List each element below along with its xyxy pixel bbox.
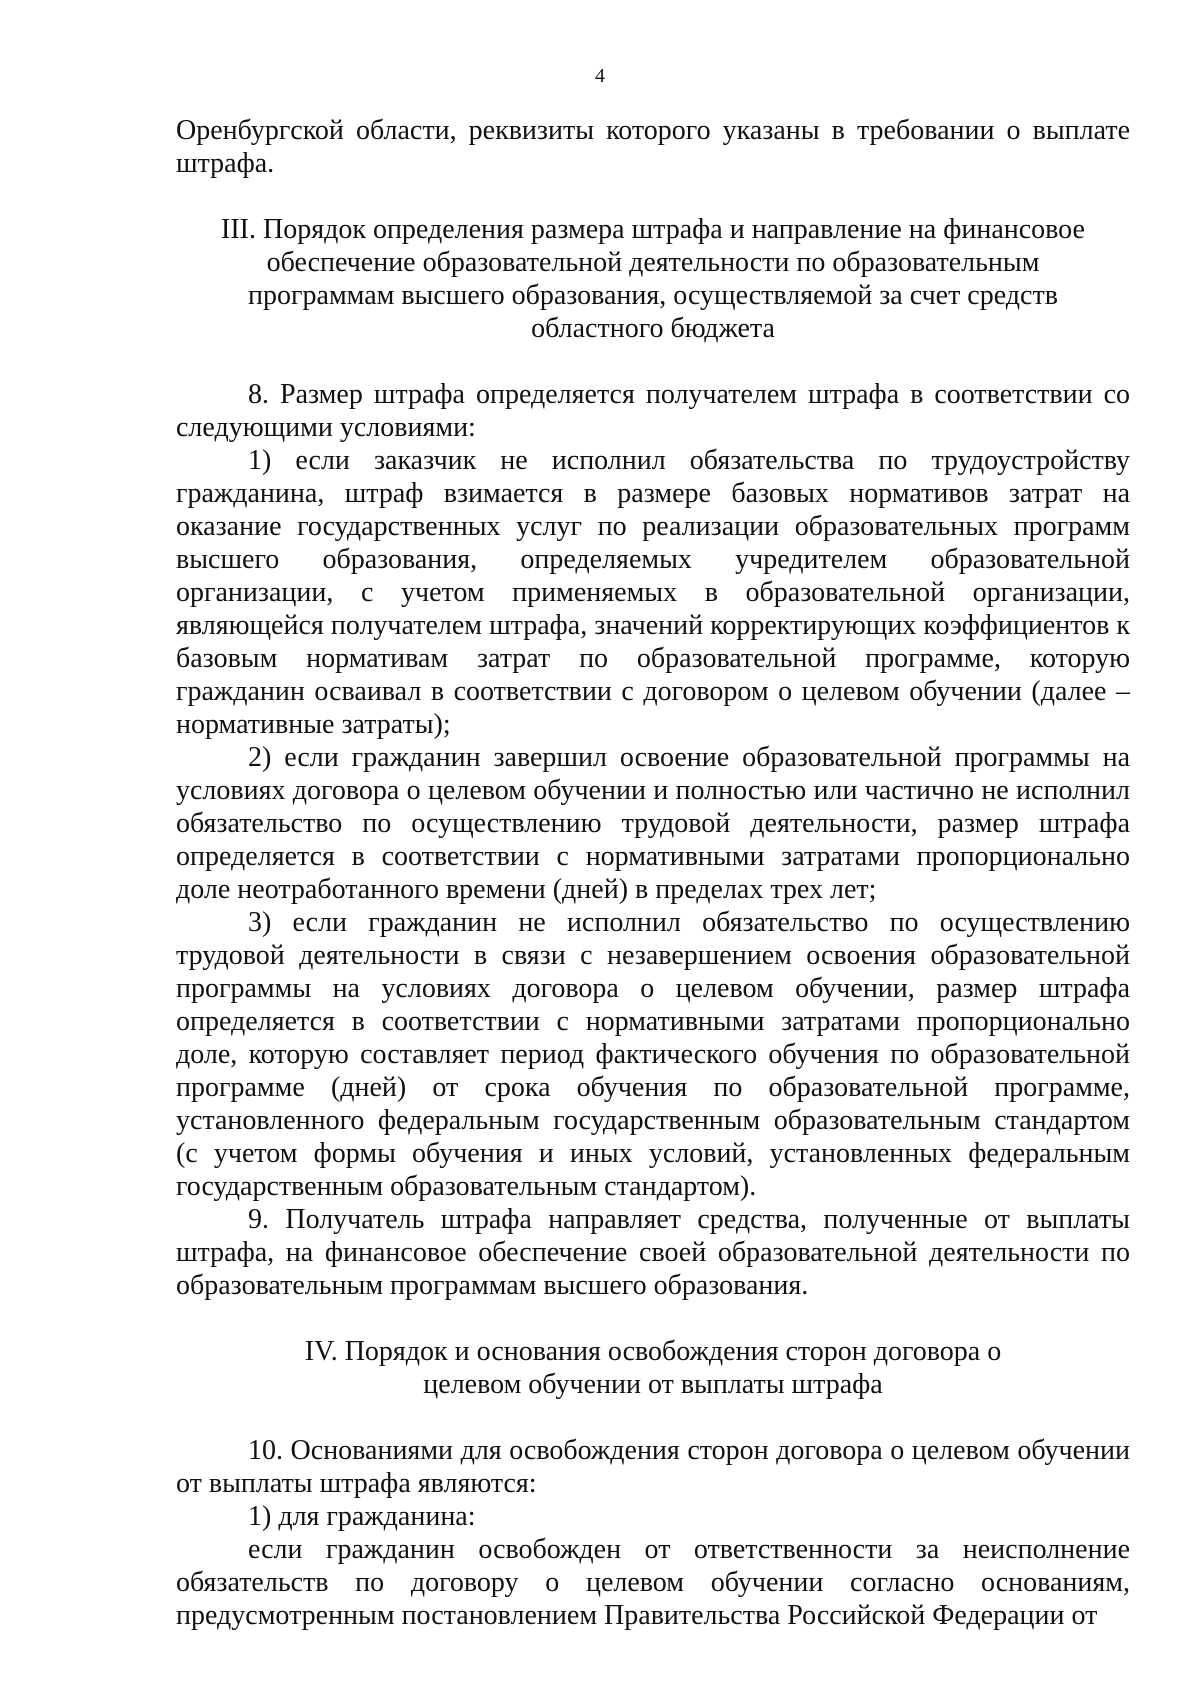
spacer bbox=[176, 1401, 1130, 1434]
paragraph-10-item-1-text: если гражданин освобожден от ответственности за неисполнение обязательств по договору о целевом обучении согласно основаниям, предусмотренным постановлением Правительства Российской Федерации от bbox=[176, 1534, 1130, 1631]
spacer bbox=[176, 345, 1130, 378]
paragraph-continuation: Оренбургской области, реквизиты которого указаны в требовании о выплате штрафа. bbox=[176, 115, 1130, 179]
spacer bbox=[176, 1302, 1130, 1335]
paragraph-10: 10. Основаниями для освобождения сторон договора о целевом обучении от выплаты штрафа являются: bbox=[176, 1435, 1130, 1499]
paragraph-8-item-1: 1) если заказчик не исполнил обязательства по трудоустройству гражданина, штраф взимается в размере базовых нормативов затрат на оказание государственных услуг по реализации образовательных программ высшего образования, определяемых учредителем образовательной организации, с учетом применяемых в образовательной организации, являющейся получателем штрафа, значений корректирующих коэффициентов к базовым нормативам затрат по образовательной программе, которую гражданин осваивал в соответствии с договором о целевом обучении (далее – нормативные затраты); bbox=[176, 445, 1130, 740]
spacer bbox=[176, 180, 1130, 213]
section-3-heading: III. Порядок определения размера штрафа и направление на финансовое обеспечение образовательной деятельности по образовательным программам высшего образования, осуществляемой за счет средств областного бюджета bbox=[221, 214, 1085, 344]
paragraph-8-item-3: 3) если гражданин не исполнил обязательство по осуществлению трудовой деятельности в связи с незавершением освоения образовательной программы на условиях договора о целевом обучении, размер штрафа определяется в соответствии с нормативными затратами пропорционально доле, которую составляет период фактического обучения по образовательной программе (дней) от срока обучения по образовательной программе, установленного федеральным государственным образовательным стандартом (с учетом формы обучения и иных условий, установленных федеральным государственным образовательным стандартом). bbox=[176, 907, 1130, 1202]
paragraph-10-item-1: 1) для гражданина: bbox=[248, 1501, 476, 1532]
page-number: 4 bbox=[595, 65, 605, 87]
paragraph-8-item-2: 2) если гражданин завершил освоение образовательной программы на условиях договора о целевом обучении и полностью или частично не исполнил обязательство по осуществлению трудовой деятельности, размер штрафа определяется в соответствии с нормативными затратами пропорционально доле неотработанного времени (дней) в пределах трех лет; bbox=[176, 742, 1130, 905]
paragraph-8: 8. Размер штрафа определяется получателем штрафа в соответствии со следующими условиями: bbox=[176, 379, 1130, 443]
section-4-heading: IV. Порядок и основания освобождения сторон договора о целевом обучении от выплаты штрафа bbox=[304, 1336, 1002, 1400]
paragraph-9: 9. Получатель штрафа направляет средства, полученные от выплаты штрафа, на финансовое обеспечение своей образовательной деятельности по образовательным программам высшего образования. bbox=[176, 1204, 1130, 1301]
document-body bbox=[176, 114, 1130, 1632]
